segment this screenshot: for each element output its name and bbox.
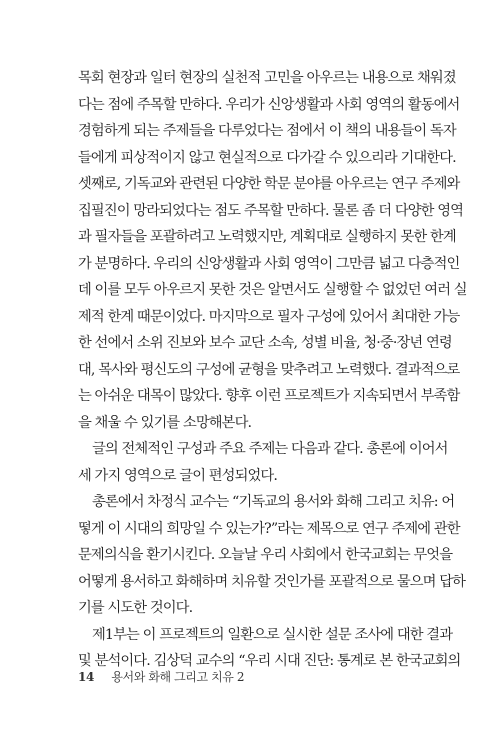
text-line: 셋째로, 기독교와 관련된 다양한 학문 분야를 아우르는 연구 주제와: [78, 176, 460, 192]
text-line: 문제의식을 환기시킨다. 오늘날 우리 사회에서 한국교회는 무엇을: [78, 547, 453, 563]
paragraph-first-line: 제1부는 이 프로젝트의 일환으로 실시한 설문 조사에 대한 결과: [92, 626, 453, 643]
text-line: 어떻게 용서하고 화해하며 치유할 것인가를 포괄적으로 물으며 답하: [78, 573, 466, 590]
page-footer: [78, 668, 244, 685]
body-text: [78, 65, 467, 675]
text-line: 다는 점에 주목할 만하다. 우리가 신앙생활과 사회 영역의 활동에서: [78, 96, 460, 113]
text-line: 들에게 피상적이지 않고 현실적으로 다가갈 수 있으리라 기대한다.: [78, 149, 456, 166]
paragraph-first-line: 글의 전체적인 구성과 주요 주제는 다음과 같다. 총론에 이어서: [92, 441, 448, 457]
text-line: 경험하게 되는 주제들을 다루었다는 점에서 이 책의 내용들이 독자: [78, 123, 456, 139]
running-title: 용서와 화해 그리고 치유 2: [111, 670, 245, 684]
paragraph-end-line: 을 채울 수 있기를 소망해본다.: [78, 414, 252, 431]
text-line: 는 아쉬운 대목이 많았다. 향후 이런 프로젝트가 지속되면서 부족함: [78, 388, 460, 404]
text-line: 대, 목사와 평신도의 구성에 균형을 맞추려고 노력했다. 결과적으로: [78, 361, 460, 378]
text-line: 떻게 이 시대의 희망일 수 있는가?”라는 제목으로 연구 주제에 관한: [78, 520, 460, 537]
text-line: 과 필자들을 포괄하려고 노력했지만, 계획대로 실행하지 못한 한계: [78, 229, 456, 245]
text-line: 제적 한계 때문이었다. 마지막으로 필자 구성에 있어서 최대한 가능: [78, 308, 460, 325]
text-line: 목회 현장과 일터 현장의 실천적 고민을 아우르는 내용으로 채워졌: [78, 70, 456, 86]
paragraph-first-line: 총론에서 차정식 교수는 “기독교의 용서와 화해 그리고 치유: 어: [92, 494, 455, 510]
page-number: 14: [78, 670, 94, 684]
paragraph-end-line: 세 가지 영역으로 글이 편성되었다.: [78, 467, 277, 484]
text-line: 한 선에서 소위 진보와 보수 교단 소속, 성별 비율, 청·중·장년 연령: [78, 335, 452, 351]
text-line: 가 분명하다. 우리의 신앙생활과 사회 영역이 그만큼 넓고 다층적인: [78, 255, 460, 272]
text-line: 데 이를 모두 아우르지 못한 것은 알면서도 실행할 수 없었던 여러 실: [78, 282, 467, 298]
paragraph-end-line: 기를 시도한 것이다.: [78, 600, 193, 616]
text-line: 집필진이 망라되었다는 점도 주목할 만하다. 물론 좀 더 다양한 영역: [78, 202, 464, 219]
text-line: 및 분석이다. 김상덕 교수의 “우리 시대 진단: 통계로 본 한국교회의: [78, 653, 461, 669]
